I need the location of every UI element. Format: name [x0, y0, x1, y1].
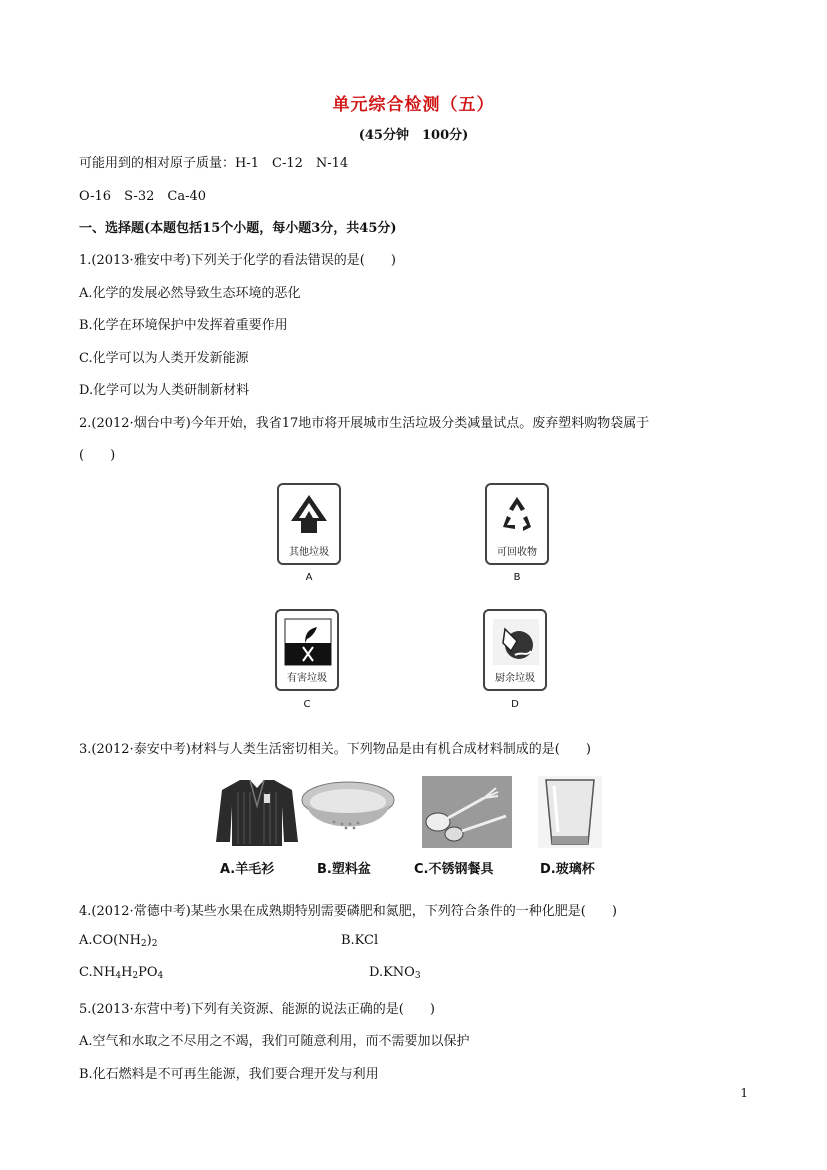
other-waste-icon	[285, 491, 333, 539]
bin-label-d: 厨余垃圾	[495, 673, 535, 684]
q4-option-a	[79, 933, 157, 948]
q1-option-a: A.化学的发展必然导致生态环境的恶化	[79, 286, 301, 301]
bin-letter-d: D	[511, 699, 519, 710]
formula-sub: 2	[132, 971, 139, 981]
formula-sub: 4	[115, 971, 122, 981]
kitchen-waste-icon	[491, 617, 541, 667]
formula-part: PO	[138, 965, 158, 980]
hazardous-waste-icon	[283, 617, 333, 667]
bin-letter-a: A	[305, 572, 313, 583]
plastic-basin-photo	[300, 776, 396, 848]
formula-part: )	[146, 933, 152, 948]
q4-option-b: B.KCl	[341, 933, 379, 948]
bin-label-c: 有害垃圾	[287, 673, 327, 684]
atomic-masses-1: 可能用到的相对原子质量：H-1 C-12 N-14	[79, 156, 349, 171]
hazardous-waste-bin	[275, 609, 339, 691]
q2-stem: 2.(2012·烟台中考)今年开始，我省17地市将开展城市生活垃圾分类减量试点。废弃塑料购物袋属于	[79, 416, 650, 431]
section-heading: 一、选择题(本题包括15个小题，每小题3分，共45分)	[79, 221, 397, 236]
other-waste-bin	[277, 483, 341, 565]
sweater-photo	[212, 776, 302, 848]
q4-option-c	[79, 965, 163, 980]
q3-caption-b: B.塑料盆	[317, 862, 371, 877]
formula-sub: 3	[414, 971, 421, 981]
bin-letter-c: C	[303, 699, 311, 710]
formula-sub: 2	[151, 939, 158, 949]
formula-sub: 4	[157, 971, 164, 981]
page-subtitle: (45分钟 100分)	[358, 128, 469, 143]
atomic-masses-2: O-16 S-32 Ca-40	[79, 189, 207, 204]
glass-cup-photo	[538, 776, 602, 848]
steel-cutlery-photo	[422, 776, 512, 848]
bin-letter-b: B	[513, 572, 521, 583]
q1-option-c: C.化学可以为人类开发新能源	[79, 351, 249, 366]
q5-option-a: A.空气和水取之不尽用之不竭，我们可随意利用，而不需要加以保护	[79, 1034, 470, 1049]
page-number: 1	[740, 1086, 748, 1100]
recycle-icon	[493, 491, 541, 539]
bin-label-b: 可回收物	[497, 547, 537, 558]
q4-option-d	[369, 965, 421, 980]
q3-caption-a: A.羊毛衫	[220, 862, 275, 877]
page-title: 单元综合检测（五）	[332, 95, 495, 115]
q2-stem-cont: ( )	[79, 448, 116, 463]
formula-part: A.CO(NH	[79, 933, 141, 948]
q4-stem: 4.(2012·常德中考)某些水果在成熟期特别需要磷肥和氮肥，下列符合条件的一种化肥是( )	[79, 904, 617, 919]
formula-part: H	[121, 965, 133, 980]
q3-caption-d: D.玻璃杯	[540, 862, 595, 877]
formula-part: D.KNO	[369, 965, 415, 980]
q1-stem: 1.(2013·雅安中考)下列关于化学的看法错误的是( )	[79, 253, 396, 268]
recyclable-bin	[485, 483, 549, 565]
q1-option-b: B.化学在环境保护中发挥着重要作用	[79, 318, 288, 333]
formula-sub: 2	[140, 939, 147, 949]
bin-label-a: 其他垃圾	[289, 547, 329, 558]
q3-stem: 3.(2012·泰安中考)材料与人类生活密切相关。下列物品是由有机合成材料制成的是( )	[79, 742, 591, 757]
q5-stem: 5.(2013·东营中考)下列有关资源、能源的说法正确的是( )	[79, 1002, 435, 1017]
kitchen-waste-bin	[483, 609, 547, 691]
q5-option-b: B.化石燃料是不可再生能源，我们要合理开发与利用	[79, 1067, 379, 1082]
q1-option-d: D.化学可以为人类研制新材料	[79, 383, 250, 398]
formula-part: C.NH	[79, 965, 116, 980]
q3-caption-c: C.不锈钢餐具	[414, 862, 494, 877]
